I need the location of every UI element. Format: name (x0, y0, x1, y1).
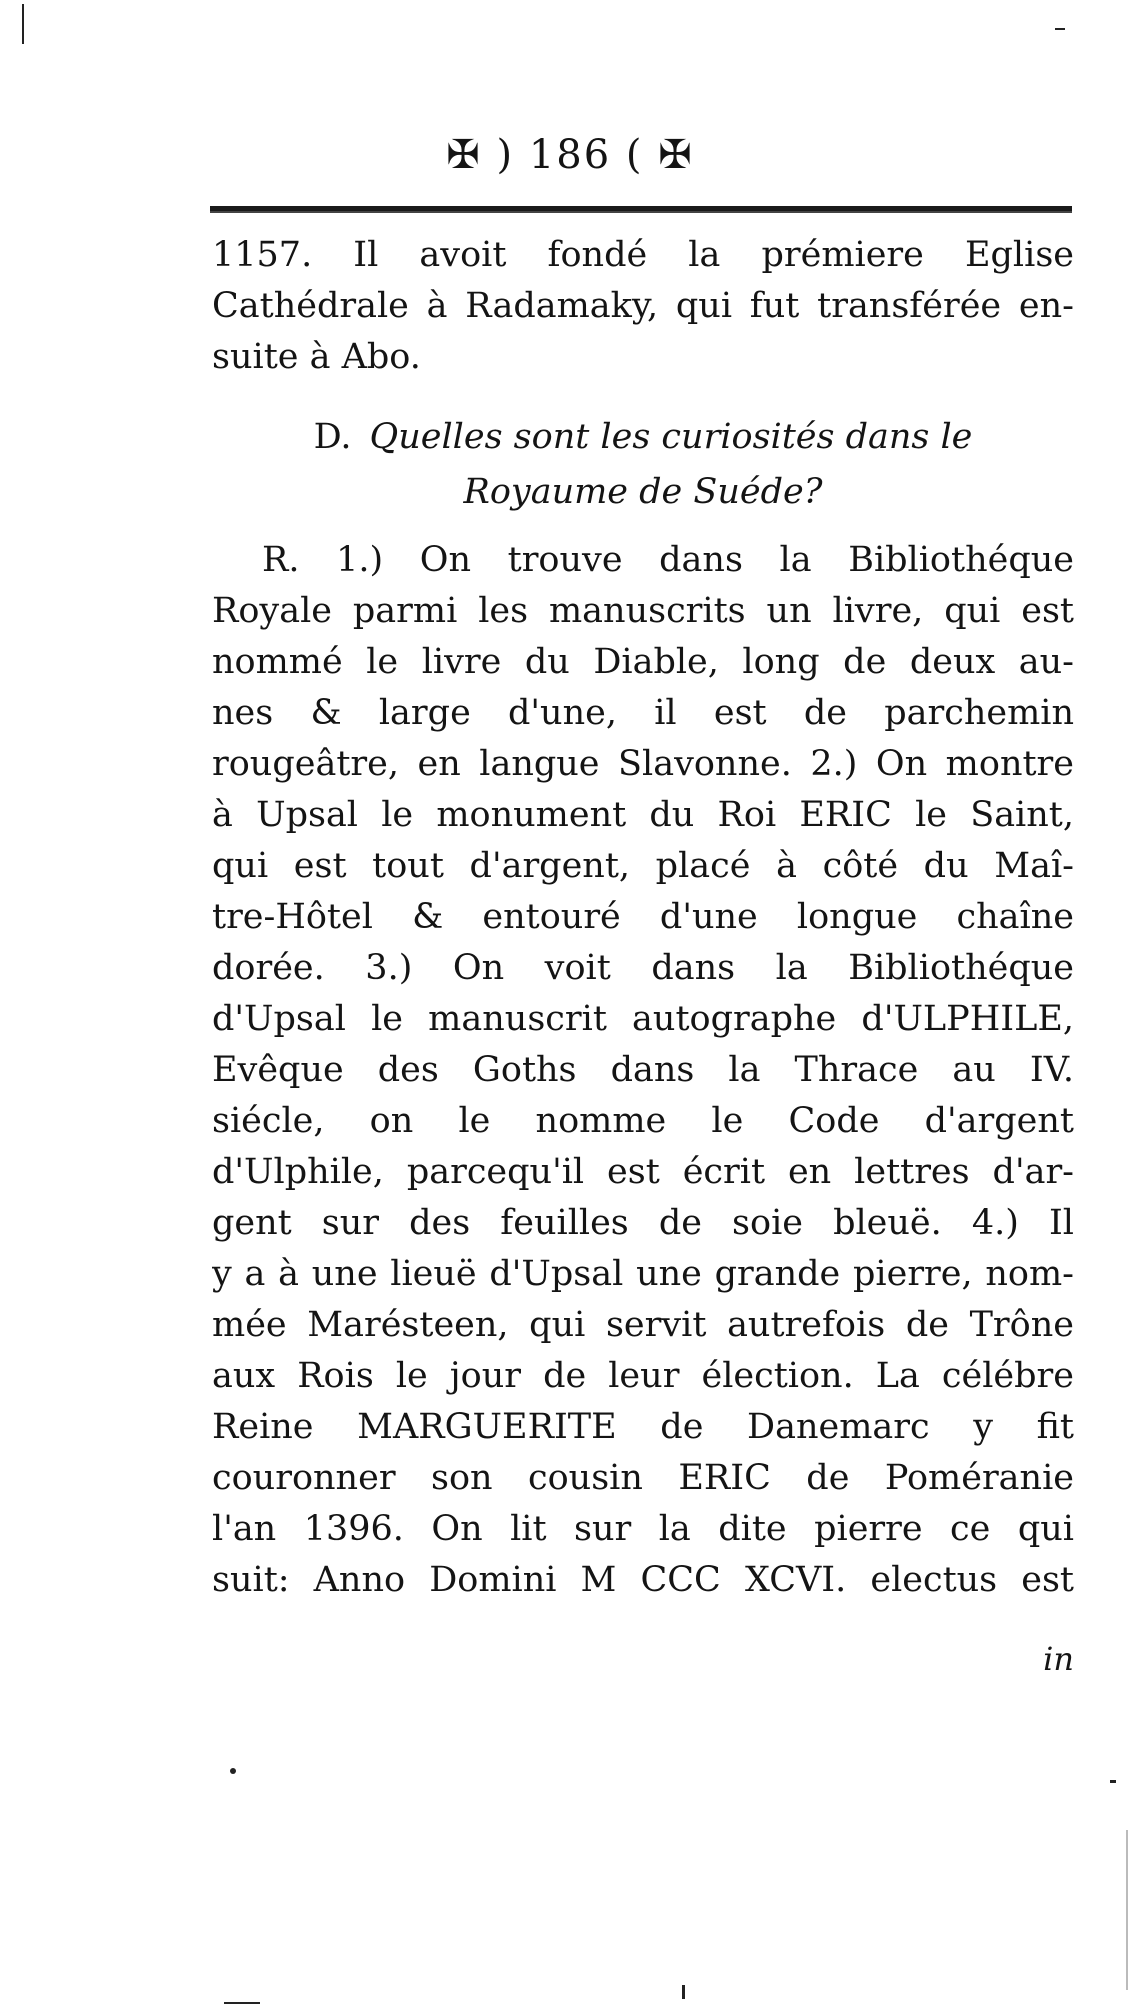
text-line: tre-Hôtel & entouré d'une longue chaîne (212, 897, 1074, 937)
text-line: Evêque des Goths dans la Thrace au IV. (212, 1050, 1074, 1090)
running-header (0, 132, 1140, 178)
question (212, 410, 1074, 520)
text-line: 1157. Il avoit fondé la prémiere Eglise (212, 235, 1074, 275)
question-text: Quelles sont les curiosités dans le (369, 417, 973, 457)
question-lead: D. (313, 417, 352, 457)
page-number: ) 186 ( (496, 132, 644, 178)
opening-paragraph (212, 230, 1074, 383)
text-line: l'an 1396. On lit sur la dite pierre ce qui (212, 1509, 1074, 1549)
right-ornament: ✠ (658, 132, 694, 178)
header-rule (210, 206, 1072, 213)
scan-mark (1055, 28, 1065, 30)
text-line: rougeâtre, en langue Slavonne. 2.) On montre (212, 744, 1074, 784)
text-line: suit: Anno Domini M CCC XCVI. electus est (212, 1560, 1074, 1600)
answer-paragraph (212, 535, 1074, 1606)
text-line: couronner son cousin ERIC de Poméranie (212, 1458, 1074, 1498)
text-line: dorée. 3.) On voit dans la Bibliothéque (212, 948, 1074, 988)
text-line: d'Upsal le manuscrit autographe d'ULPHILE, (212, 999, 1074, 1039)
text-line: gent sur des feuilles de soie bleuë. 4.) Il (212, 1203, 1074, 1243)
text-line: suite à Abo. (212, 337, 421, 377)
text-line: mée Marésteen, qui servit autrefois de Trône (212, 1305, 1074, 1345)
scan-mark (1110, 1780, 1116, 1783)
left-ornament: ✠ (446, 132, 482, 178)
text-line: aux Rois le jour de leur élection. La célébre (212, 1356, 1074, 1396)
scan-mark (224, 2002, 260, 2004)
scan-mark (682, 1985, 685, 1999)
text-line: qui est tout d'argent, placé à côté du Maî- (212, 846, 1074, 886)
text-line: Cathédrale à Radamaky, qui fut transférée en- (212, 286, 1074, 326)
scan-mark (1126, 1830, 1128, 1990)
text-line: nommé le livre du Diable, long de deux au- (212, 642, 1074, 682)
text-line: d'Ulphile, parcequ'il est écrit en lettres d'ar- (212, 1152, 1074, 1192)
catchword: in (1043, 1640, 1074, 1678)
scan-mark (22, 4, 24, 44)
question-line-1 (212, 410, 1074, 465)
text-line: y a à une lieuë d'Upsal une grande pierre, nom- (212, 1254, 1074, 1294)
text-line: Reine MARGUERITE de Danemarc y fit (212, 1407, 1074, 1447)
text-line: R. 1.) On trouve dans la Bibliothéque (262, 540, 1074, 580)
scan-mark (230, 1768, 236, 1774)
text-line: siécle, on le nomme le Code d'argent (212, 1101, 1074, 1141)
question-line-2: Royaume de Suéde? (463, 472, 823, 512)
text-line: à Upsal le monument du Roi ERIC le Saint, (212, 795, 1074, 835)
text-line: nes & large d'une, il est de parchemin (212, 693, 1074, 733)
text-line: Royale parmi les manuscrits un livre, qui est (212, 591, 1074, 631)
